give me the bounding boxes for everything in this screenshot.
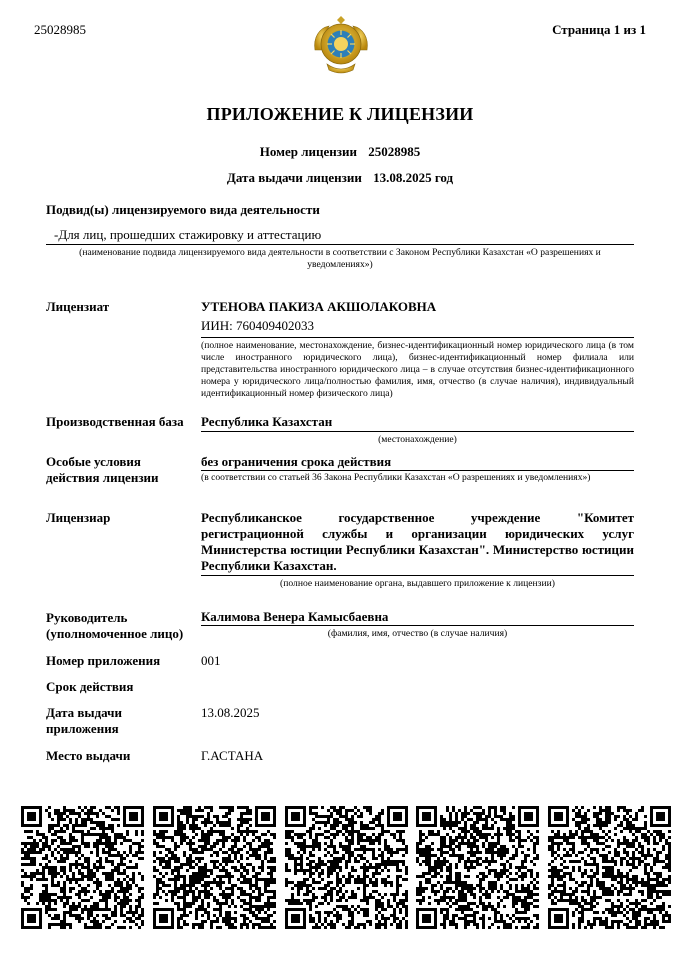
special-conditions-note: (в соответствии со статьей 36 Закона Республики Казахстан «О разрешениях и уведомлениях») <box>201 472 591 483</box>
license-number-label: Номер лицензии <box>259 144 357 159</box>
validity-label: Срок действия <box>46 679 134 694</box>
appendix-number-value: 001 <box>201 653 221 668</box>
issue-date-label: Дата выдачи лицензии <box>226 170 362 185</box>
place-value: Г.АСТАНА <box>201 748 264 763</box>
issue-date-line <box>0 170 680 186</box>
kazakhstan-emblem-icon <box>309 14 373 78</box>
document-number: 25028985 <box>34 22 86 37</box>
licensor-value: Республиканское государственное учреждение "Комитет регистрационной службы и организации юридических услуг Министерства юстиции Республики Казахстан". Министерство юстиции Республики Казахстан. <box>201 510 634 573</box>
place-label: Место выдачи <box>46 748 131 763</box>
page-title: ПРИЛОЖЕНИЕ К ЛИЦЕНЗИИ <box>206 104 474 124</box>
licensor-note: (полное наименование органа, выдавшего приложение к лицензии) <box>280 578 555 589</box>
licensee-note: (полное наименование, местонахождение, бизнес-идентификационный номер юридического лица (в том числе иностранного юридического лица), бизнес-идентификационный номер филиала или представительства иностранного юридического лица – в случае отсутствия бизнес-идентификационного номера у юридического лица/полностью фамилия, имя, отчество (в случае наличия), индивидуальный идентификационный номер физического лица) <box>201 340 634 399</box>
head-label-1: Руководитель <box>46 610 128 625</box>
divider <box>201 470 634 471</box>
appendix-date-value: 13.08.2025 <box>201 705 260 720</box>
head-note: (фамилия, имя, отчество (в случае наличия) <box>327 628 508 639</box>
special-conditions-value: без ограничения срока действия <box>201 454 392 469</box>
licensor-label: Лицензиар <box>46 510 111 525</box>
appendix-date-label-1: Дата выдачи <box>46 705 122 720</box>
qr-code-icon <box>548 806 671 929</box>
appendix-date-label-2: приложения <box>46 721 119 736</box>
subkinds-title: Подвид(ы) лицензируемого вида деятельности <box>46 202 320 217</box>
qr-code-icon <box>285 806 408 929</box>
issue-date-value: 13.08.2025 год <box>373 170 454 185</box>
qr-code-icon <box>153 806 276 929</box>
special-conditions-label-1: Особые условия <box>46 454 141 469</box>
production-base-label: Производственная база <box>46 414 184 429</box>
subkinds-note: (наименование подвида лицензируемого вида деятельности в соответствии с Законом Республики Казахстан «О разрешениях и уведомлениях») <box>79 247 601 270</box>
divider <box>201 625 634 626</box>
license-number-value: 25028985 <box>368 144 421 159</box>
qr-code-icon <box>416 806 539 929</box>
qr-code-icon <box>21 806 144 929</box>
divider <box>201 337 634 338</box>
licensee-label: Лицензиат <box>46 299 110 314</box>
licensee-name: УТЕНОВА ПАКИЗА АКШОЛАКОВНА <box>201 299 437 314</box>
subkind-item: -Для лиц, прошедших стажировку и аттестацию <box>54 227 322 242</box>
divider <box>46 244 634 245</box>
licensee-iin: ИИН: 760409402033 <box>201 318 315 333</box>
head-label-2: (уполномоченное лицо) <box>46 626 184 641</box>
production-base-value: Республика Казахстан <box>201 414 333 429</box>
special-conditions-label-2: действия лицензии <box>46 470 159 485</box>
page-indicator: Страница 1 из 1 <box>552 22 646 37</box>
appendix-number-label: Номер приложения <box>46 653 161 668</box>
production-base-note: (местонахождение) <box>378 434 457 445</box>
license-number-line <box>0 144 680 160</box>
divider <box>201 575 634 576</box>
divider <box>201 431 634 432</box>
head-value: Калимова Венера Камысбаевна <box>201 609 389 624</box>
